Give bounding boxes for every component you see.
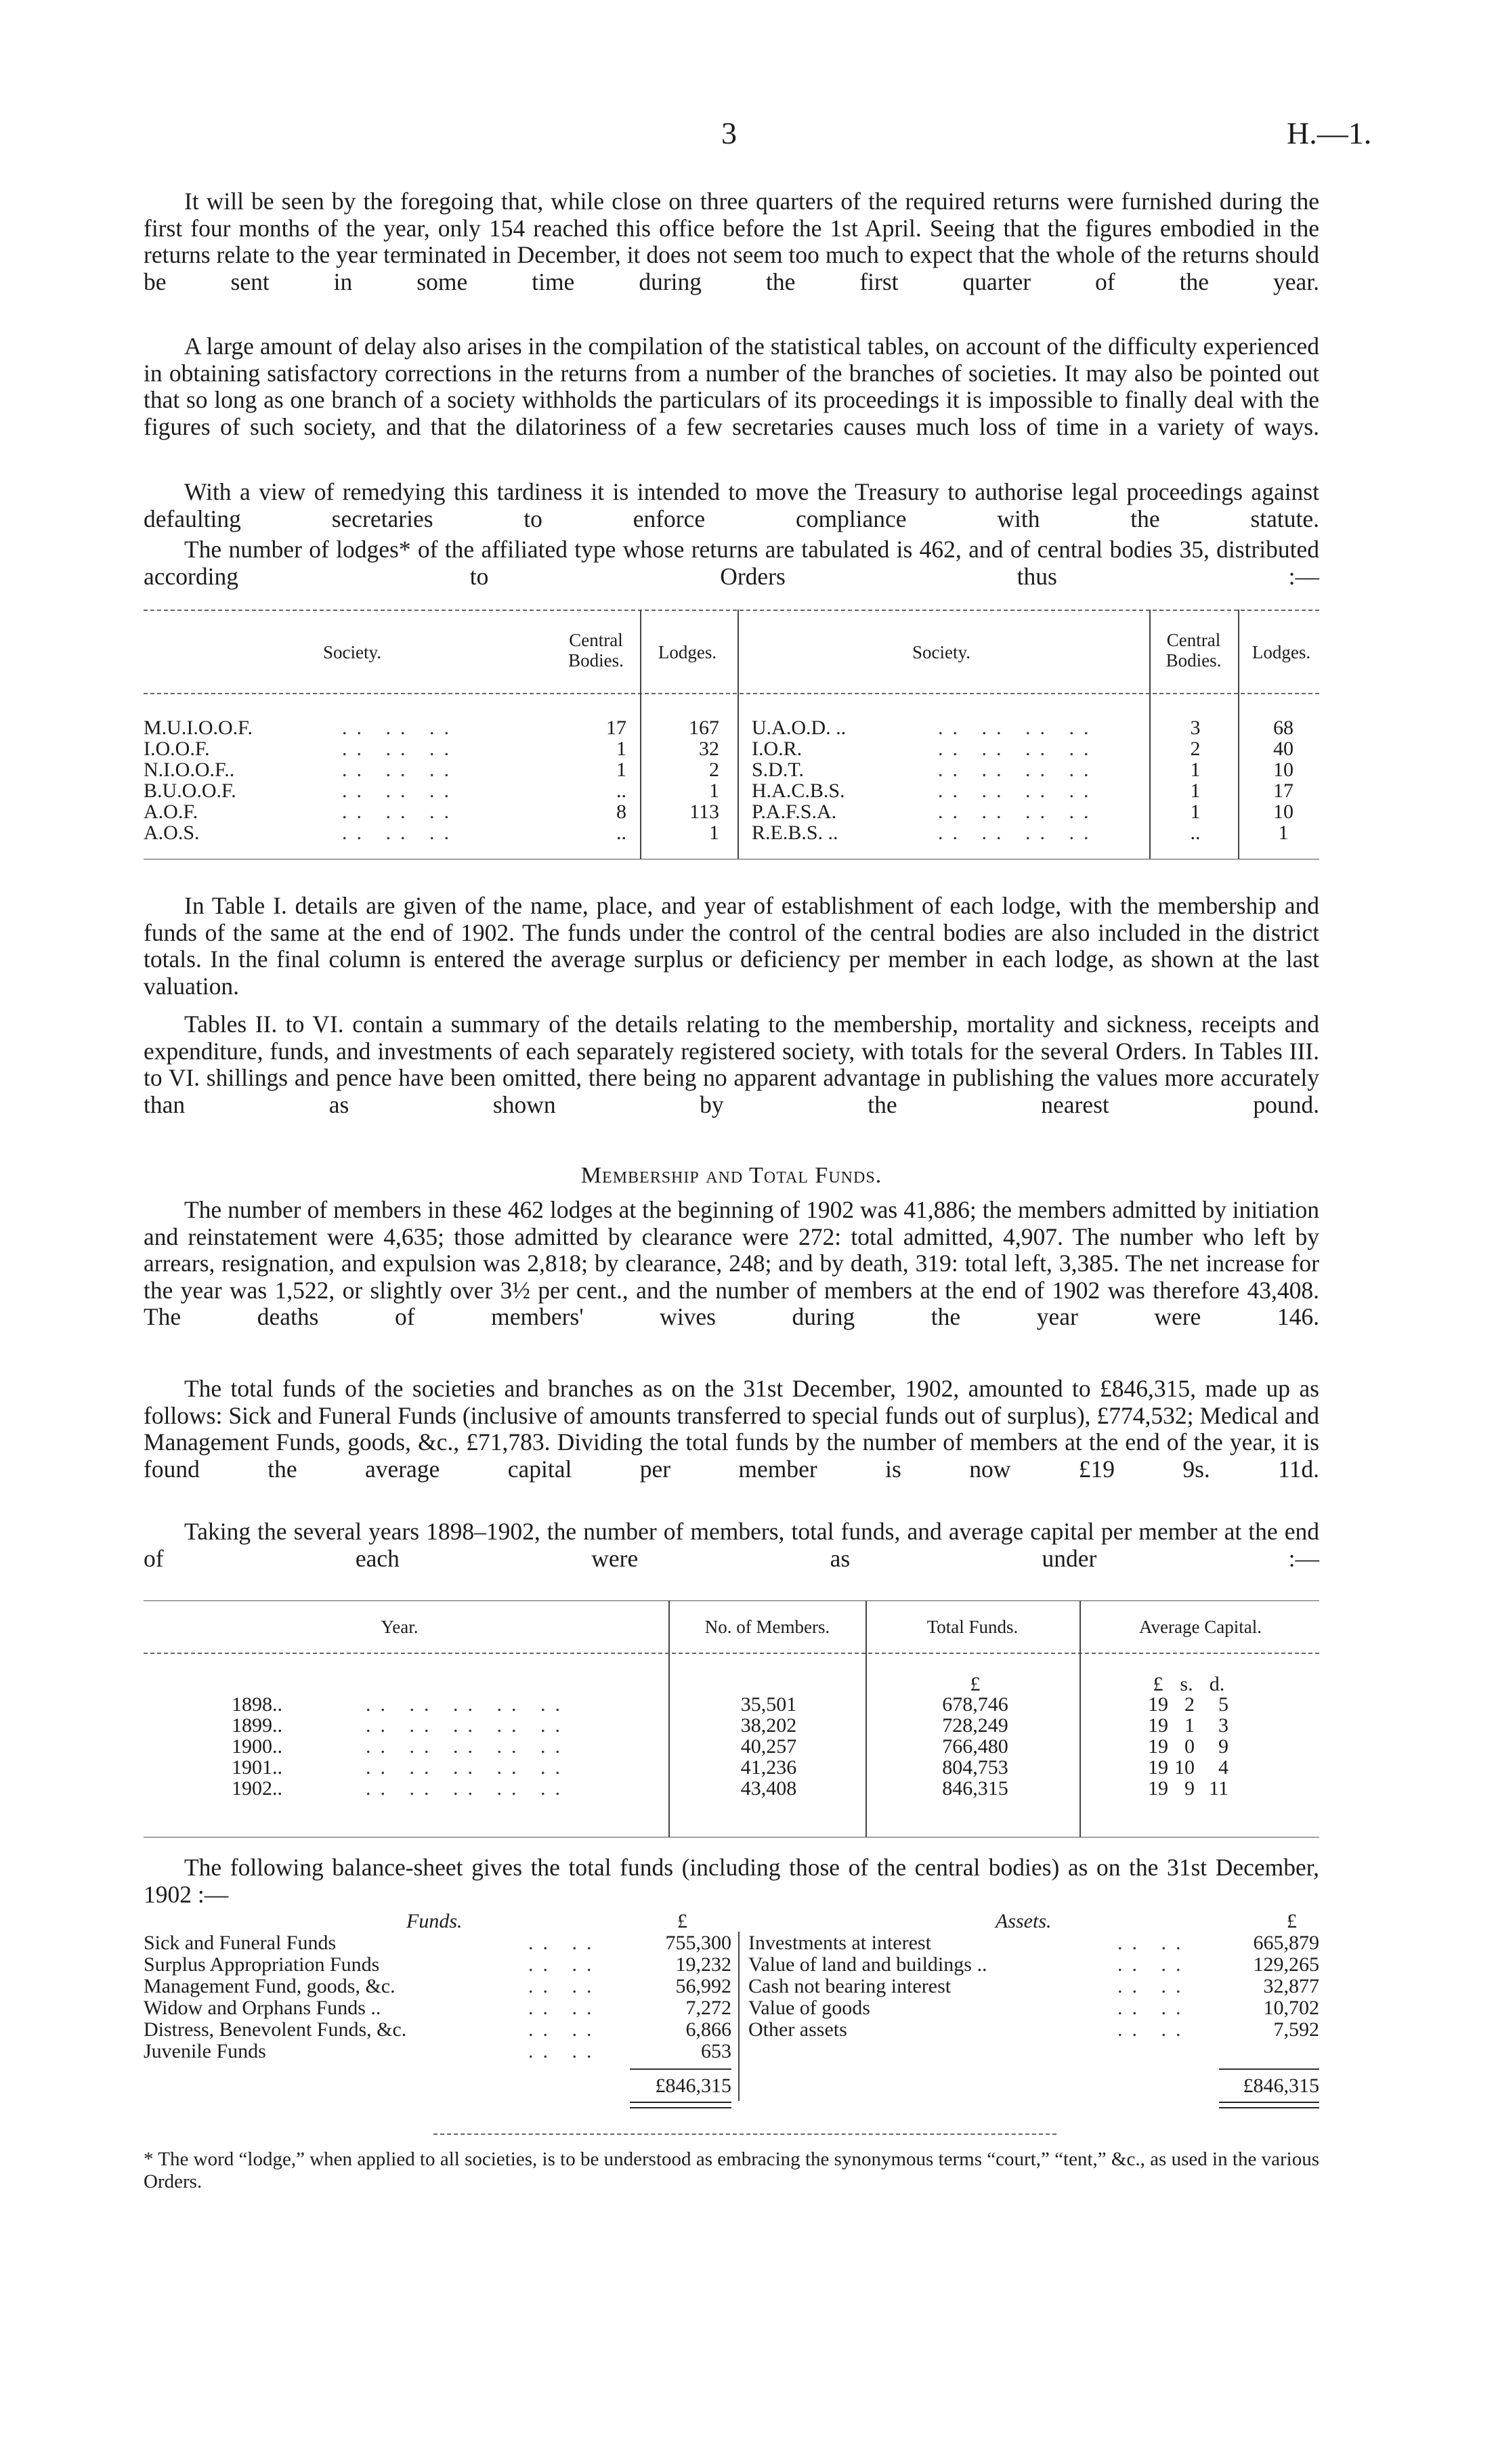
years-row-members: 43,408 bbox=[740, 1777, 797, 1800]
years-row-pence: 11 bbox=[1209, 1777, 1228, 1800]
orders-left-lodges: 2 bbox=[709, 759, 719, 781]
balance-assets-total: £846,315 bbox=[1243, 2075, 1319, 2097]
years-row-year: 1902.. bbox=[232, 1777, 282, 1800]
paragraph-8: The total funds of the societies and branches as on the 31st December, 1902, amounted to £846,315, made up as follows: Sick and Funeral Funds (inclusive of amounts transferred to special funds out of surplus), £774,532; Medical and Management Funds, goods, &c., £71,783. Dividing the total funds by the number of members at the end of the year, it is found the average capital per member is now £19 9s. 11d. bbox=[144, 1375, 1319, 1483]
orders-left-lodges: 1 bbox=[709, 822, 719, 844]
years-row-funds: 846,315 bbox=[942, 1777, 1008, 1800]
orders-right-society: R.E.B.S. .. bbox=[752, 822, 838, 844]
balance-funds-currency: £ bbox=[677, 1910, 687, 1932]
orders-right-central: .. bbox=[1190, 822, 1201, 844]
orders-left-central: 17 bbox=[606, 717, 626, 739]
balance-fund-value: 19,232 bbox=[675, 1953, 731, 1976]
balance-fund-value: 6,866 bbox=[685, 2018, 731, 2041]
orders-left-central: .. bbox=[616, 822, 626, 844]
orders-left-society: I.O.O.F. bbox=[144, 738, 210, 760]
paragraph-10: The following balance-sheet gives the total funds (including those of the central bodies) as on the 31st December, 1902 :— bbox=[144, 1854, 1319, 1908]
page-number: 3 bbox=[721, 116, 737, 150]
orders-right-central: 1 bbox=[1190, 759, 1201, 781]
orders-right-lodges: 17 bbox=[1273, 780, 1294, 802]
years-header-year: Year. bbox=[381, 1617, 419, 1637]
years-row-shillings: 10 bbox=[1174, 1756, 1195, 1779]
balance-fund-label: Distress, Benevolent Funds, &c. bbox=[144, 2018, 407, 2041]
years-row-year: 1901.. bbox=[232, 1756, 282, 1779]
years-row-pounds: 19 bbox=[1148, 1714, 1168, 1737]
section-heading: Membership and Total Funds. bbox=[580, 1163, 882, 1188]
document-reference: H.—1. bbox=[1287, 116, 1372, 150]
years-row-year: 1900.. bbox=[232, 1735, 282, 1758]
orders-right-central: 3 bbox=[1190, 717, 1201, 739]
years-row-pounds: 19 bbox=[1148, 1693, 1168, 1716]
balance-asset-value: 10,702 bbox=[1263, 1997, 1319, 2019]
paragraph-9: Taking the several years 1898–1902, the number of members, total funds, and average capital per member at the end of each were as under :— bbox=[144, 1518, 1319, 1572]
orders-right-central: 2 bbox=[1190, 738, 1201, 760]
years-unit-funds: £ bbox=[970, 1673, 981, 1695]
years-row-year: 1899.. bbox=[232, 1714, 282, 1737]
years-row-members: 38,202 bbox=[740, 1714, 797, 1737]
paragraph-4: The number of lodges* of the affiliated type whose returns are tabulated is 462, and of central bodies 35, distributed according to Orders thus :— bbox=[144, 536, 1319, 590]
balance-funds-heading: Funds. bbox=[406, 1910, 463, 1932]
orders-left-society: N.I.O.O.F.. bbox=[144, 759, 235, 781]
orders-right-society: I.O.R. bbox=[752, 738, 803, 760]
years-unit-pence: d. bbox=[1209, 1673, 1225, 1695]
document-page: 3 H.—1. It will be seen by the foregoing that, while close on three quarters of the required returns were furnished during the first four months of the year, only 154 reached this office before the 1st April. Seeing that the figures embodied in the returns relate to the year terminated in December, it does not seem too much to expect that the whole of the returns should be sent in some time during the first quarter of the year. A large amount of delay also arises in the compilation of the statistical tables, on account of the difficulty experienced in obtaining satisfactory corrections in the returns from a number of the branches of societies. It may also be pointed out that so long as one branch of a society withholds the particulars of its proceedings it is impossible to finally deal with the figures of such society, and that the dilatoriness of a few secretaries causes much loss of time in a variety of ways. With a view of remedying this tardiness it is intended to move the Treasury to authorise legal proceedings against defaulting secretaries to enforce compliance with the statute. The number of lodges* of the affiliated type whose returns are tabulated is 462, and of central bodies 35, distributed according to Orders thus :— Society. Central Bodies. Lodges. Society. Central Bodies. Lodges. M.U.I.O.O.F. I.O.O.F. N.I.O.O.F.. B.U.O.O.F. A.O.F. A.O.S. .. .. .. .. .. .. .. .. .. .. .. .. .. .. .. .. .. .. 17 1 1 .. 8 .. 167 32 2 1 113 1 U.A.O.D. .. I.O.R. S.D.T. H.A.C.B.S. P.A.F.S.A. R.E.B.S. .. .. .. .. .. .. .. .. .. .. .. .. .. .. .. .. .. .. .. .. .. .. .. .. .. 3 2 1 1 1 .. 68 40 10 17 10 1 In Table I. details are given of the name, place, and year of establishment of each lodge, with the membership and funds of the same at the end of 1902. The funds under the control of the central bodies are also included in the district totals. In the final column is entered the average surplus or deficiency per member in each lodge, as shown at the last valuation. Tables II. to VI. contain a summary of the details relating to the membership, mortality and sickness, receipts and expenditure, funds, and investments of each separately registered society, with totals for the several Orders. In Tables III. to VI. shillings and pence have been omitted, there being no apparent advantage in publishing the values more accurately than as shown by the nearest pound. Membership and Total Funds. The number of members in these 462 lodges at the beginning of 1902 was 41,886; the members admitted by initiation and reinstatement were 4,635; those admitted by clearance were 272: total admitted, 4,907. The number who left by arrears, resignation, and expulsion was 2,818; by clearance, 248; and by death, 319: total left, 3,385. The net increase for the year was 1,522, or slightly over 3½ per cent., and the number of members at the end of 1902 was therefore 43,408. The deaths of members' wives during the year were 146. The total funds of the societies and branches as on the 31st December, 1902, amounted to £846,315, made up as follows: Sick and Funeral Funds (inclusive of amounts transferred to special funds out of surplus), £774,532; Medical and Management Funds, goods, &c., £71,783. Dividing the total funds by the number of members at the end of the year, it is found the average capital per member is now £19 9s. 11d. Taking the several years 1898–1902, the number of members, total funds, and average capital per member at the end of each were as under :— Year. No. of Members. Total Funds. Average Capital. £ £ s. d. 1898.. 1899.. 1900.. 1901.. 1902.. .. .. .. .. .. .. .. .. .. .. .. .. .. .. .. .. .. .. .. .. .. .. .. .. .. 35,501 38,202 40,257 41,236 43,408 678,746 728,249 766,480 804,753 846,315 19 19 19 19 19 2 1 0 10 9 5 3 9 4 11 The following balance-sheet gives the total funds (including those of the central bodies) as on the 31st December, 1902 :— Funds. £ Assets. £ Sick and Funeral Funds Surplus Appropriation Funds Management Fund, goods, &c. Widow and Orphans Funds .. Distress, Benevolent Funds, &c. Juvenile Funds .. .. .. .. .. .. .. .. .. .. .. .. 755,300 19,232 56,992 7,272 6,866 653 Investments at interest Value of land and buildings .. Cash not bearing interest Value of goods Other assets .. .. .. .. .. .. .. .. .. .. 665,879 129,265 32,877 10,702 7,592 £846,315 £846,315 * The word “lodge,” when applied to all societies, is to be understood as embracing the synonymous terms “court,” “tent,” &c., as used in the various Orders. bbox=[144, 116, 1372, 2192]
paragraph-1: It will be seen by the foregoing that, while close on three quarters of the required returns were furnished during the first four months of the year, only 154 reached this office before the 1st April. Seeing that the figures embodied in the returns relate to the year terminated in December, it does not seem too much to expect that the whole of the returns should be sent in some time during the first quarter of the year. bbox=[144, 188, 1319, 295]
orders-left-society: A.O.S. bbox=[144, 822, 200, 844]
balance-fund-value: 653 bbox=[701, 2040, 731, 2062]
orders-left-lodges: 32 bbox=[699, 738, 719, 760]
years-unit-shillings: s. bbox=[1180, 1673, 1193, 1695]
balance-asset-value: 7,592 bbox=[1273, 2018, 1319, 2041]
years-row-shillings: 1 bbox=[1184, 1714, 1195, 1737]
orders-right-central: 1 bbox=[1190, 801, 1201, 823]
orders-header-lodges-left: Lodges. bbox=[658, 642, 717, 662]
orders-header-central-left: Central Bodies. bbox=[568, 630, 624, 671]
years-row-pence: 9 bbox=[1218, 1735, 1228, 1758]
years-row-pounds: 19 bbox=[1148, 1735, 1168, 1758]
years-row-funds: 766,480 bbox=[942, 1735, 1008, 1758]
years-row-shillings: 9 bbox=[1184, 1777, 1195, 1800]
balance-fund-value: 7,272 bbox=[685, 1997, 731, 2019]
orders-right-lodges: 68 bbox=[1273, 717, 1294, 739]
orders-left-lodges: 167 bbox=[689, 717, 719, 739]
orders-left-central: .. bbox=[616, 780, 626, 802]
orders-right-lodges: 1 bbox=[1278, 822, 1289, 844]
years-row-members: 41,236 bbox=[740, 1756, 797, 1779]
orders-left-lodges: 1 bbox=[709, 780, 719, 802]
balance-fund-label: Management Fund, goods, &c. bbox=[144, 1975, 396, 1997]
balance-asset-label: Investments at interest bbox=[748, 1932, 931, 1954]
years-row-pence: 4 bbox=[1218, 1756, 1228, 1779]
balance-asset-label: Value of land and buildings .. bbox=[748, 1953, 987, 1976]
orders-left-society: M.U.I.O.O.F. bbox=[144, 717, 253, 739]
orders-header-lodges-right: Lodges. bbox=[1252, 642, 1311, 662]
orders-left-lodges: 113 bbox=[689, 801, 719, 823]
years-row-shillings: 0 bbox=[1184, 1735, 1195, 1758]
balance-asset-label: Other assets bbox=[748, 2018, 847, 2041]
orders-right-central: 1 bbox=[1190, 780, 1201, 802]
balance-fund-label: Juvenile Funds bbox=[144, 2040, 266, 2062]
years-row-pounds: 19 bbox=[1148, 1777, 1168, 1800]
orders-left-society: B.U.O.O.F. bbox=[144, 780, 236, 802]
footnote: * The word “lodge,” when applied to all societies, is to be understood as embracing the synonymous terms “court,” “tent,” &c., as used in the various Orders. bbox=[144, 2148, 1319, 2192]
orders-header-society-left: Society. bbox=[323, 642, 381, 662]
balance-fund-value: 755,300 bbox=[665, 1932, 731, 1954]
balance-funds-total: £846,315 bbox=[655, 2075, 731, 2097]
orders-right-lodges: 40 bbox=[1273, 738, 1294, 760]
orders-left-central: 8 bbox=[616, 801, 626, 823]
balance-assets-currency: £ bbox=[1287, 1910, 1297, 1932]
years-row-funds: 728,249 bbox=[942, 1714, 1008, 1737]
years-row-funds: 804,753 bbox=[942, 1756, 1008, 1779]
orders-header-society-right: Society. bbox=[912, 642, 970, 662]
orders-header-central-right: Central Bodies. bbox=[1166, 630, 1222, 671]
orders-right-lodges: 10 bbox=[1273, 801, 1294, 823]
paragraph-5: In Table I. details are given of the name, place, and year of establishment of each lodge, with the membership and funds of the same at the end of 1902. The funds under the control of the central bodies are also included in the district totals. In the final column is entered the average surplus or deficiency per member in each lodge, as shown at the last valuation. bbox=[144, 892, 1319, 1000]
paragraph-3: With a view of remedying this tardiness it is intended to move the Treasury to authorise legal proceedings against defaulting secretaries to enforce compliance with the statute. bbox=[144, 478, 1319, 532]
balance-assets-heading: Assets. bbox=[996, 1910, 1052, 1932]
years-unit-pounds: £ bbox=[1153, 1673, 1163, 1695]
footnote-divider bbox=[433, 2133, 1056, 2135]
years-header-funds: Total Funds. bbox=[926, 1617, 1019, 1637]
balance-asset-value: 32,877 bbox=[1263, 1975, 1319, 1997]
years-row-pounds: 19 bbox=[1148, 1756, 1168, 1779]
years-row-pence: 5 bbox=[1218, 1693, 1228, 1716]
balance-asset-label: Cash not bearing interest bbox=[748, 1975, 952, 1997]
years-row-members: 40,257 bbox=[740, 1735, 797, 1758]
years-row-funds: 678,746 bbox=[942, 1693, 1008, 1716]
balance-asset-value: 129,265 bbox=[1253, 1953, 1319, 1976]
balance-asset-value: 665,879 bbox=[1253, 1932, 1319, 1954]
years-header-capital: Average Capital. bbox=[1139, 1617, 1262, 1637]
years-row-members: 35,501 bbox=[740, 1693, 797, 1716]
paragraph-2: A large amount of delay also arises in the compilation of the statistical tables, on account of the difficulty experienced in obtaining satisfactory corrections in the returns from a number of the branches of societies. It may also be pointed out that so long as one branch of a society withholds the particulars of its proceedings it is impossible to finally deal with the figures of such society, and that the dilatoriness of a few secretaries causes much loss of time in a variety of ways. bbox=[144, 333, 1319, 440]
orders-left-central: 1 bbox=[616, 759, 626, 781]
orders-right-society: H.A.C.B.S. bbox=[752, 780, 845, 802]
balance-fund-label: Widow and Orphans Funds .. bbox=[144, 1997, 381, 2019]
years-row-shillings: 2 bbox=[1184, 1693, 1195, 1716]
orders-right-lodges: 10 bbox=[1273, 759, 1294, 781]
years-row-pence: 3 bbox=[1218, 1714, 1228, 1737]
balance-fund-label: Surplus Appropriation Funds bbox=[144, 1953, 380, 1976]
orders-right-society: P.A.F.S.A. bbox=[752, 801, 837, 823]
balance-fund-label: Sick and Funeral Funds bbox=[144, 1932, 337, 1954]
paragraph-7: The number of members in these 462 lodges at the beginning of 1902 was 41,886; the members admitted by initiation and reinstatement were 4,635; those admitted by clearance were 272: total admitted, 4,907. The number who left by arrears, resignation, and expulsion was 2,818; by clearance, 248; and by death, 319: total left, 3,385. The net increase for the year was 1,522, or slightly over 3½ per cent., and the number of members at the end of 1902 was therefore 43,408. The deaths of members' wives during the year were 146. bbox=[144, 1196, 1319, 1330]
orders-left-central: 1 bbox=[616, 738, 626, 760]
balance-asset-label: Value of goods bbox=[748, 1997, 870, 2019]
orders-left-society: A.O.F. bbox=[144, 801, 198, 823]
paragraph-6: Tables II. to VI. contain a summary of the details relating to the membership, mortality and sickness, receipts and expenditure, funds, and investments of each separately registered society, with totals for the several Orders. In Tables III. to VI. shillings and pence have been omitted, there being no apparent advantage in publishing the values more accurately than as shown by the nearest pound. bbox=[144, 1011, 1319, 1118]
orders-right-society: U.A.O.D. .. bbox=[752, 717, 847, 739]
balance-fund-value: 56,992 bbox=[675, 1975, 731, 1997]
orders-right-society: S.D.T. bbox=[752, 759, 804, 781]
years-header-members: No. of Members. bbox=[704, 1617, 830, 1637]
years-row-year: 1898.. bbox=[232, 1693, 282, 1716]
